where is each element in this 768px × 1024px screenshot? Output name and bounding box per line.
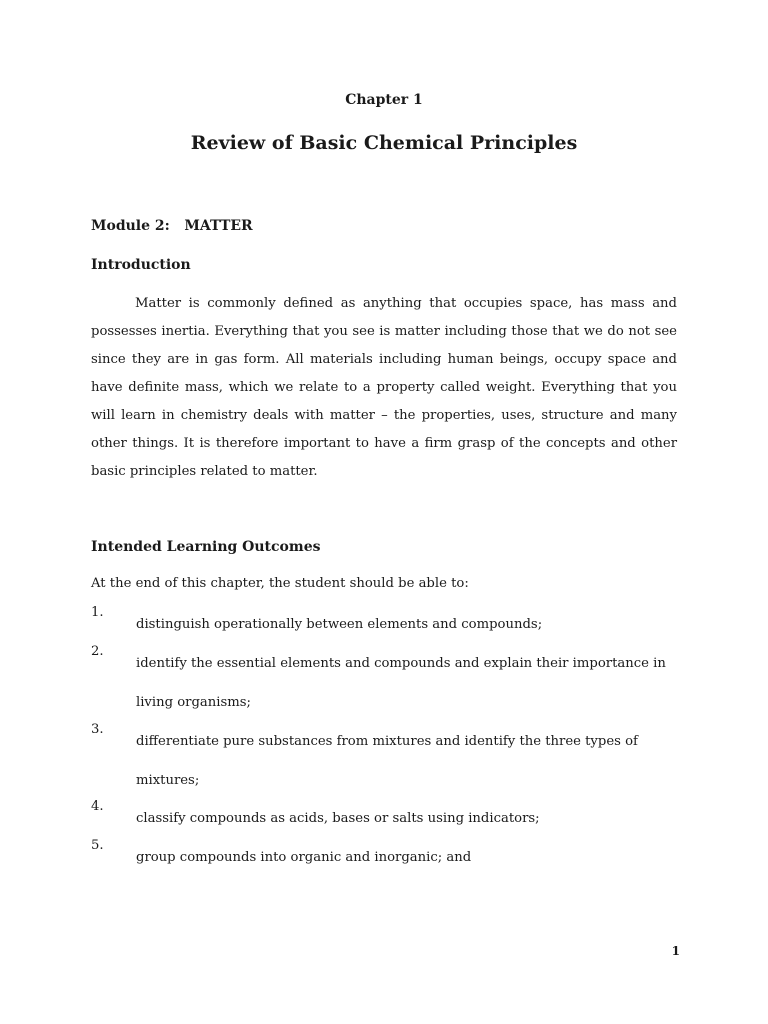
outcome-text: identify the essential elements and compounds and explain their importance in living organisms; (136, 656, 666, 710)
page-title: Review of Basic Chemical Principles (190, 132, 578, 154)
outcome-number: 1. (91, 605, 104, 620)
learning-outcomes-heading: Intended Learning Outcomes (91, 539, 321, 555)
introduction-heading: Introduction (91, 257, 191, 273)
chapter-label: Chapter 1 (345, 92, 423, 108)
introduction-paragraph: Matter is commonly defined as anything that occupies space, has mass and possesses inertia. Everything that you see is matter including those that we do not see since they are in gas form. All materials including human beings, occupy space and have definite mass, which we relate to a property called weight. Everything that you will learn in chemistry deals with matter – the properties, uses, structure and many other things. It is therefore important to have a firm grasp of the concepts and other basic principles related to matter. (91, 296, 677, 479)
outcome-number: 3. (91, 722, 104, 737)
outcome-number: 5. (91, 838, 104, 853)
outcome-text: classify compounds as acids, bases or salts using indicators; (136, 811, 540, 826)
learning-outcomes-lead: At the end of this chapter, the student should be able to: (91, 576, 469, 591)
outcome-number: 4. (91, 799, 104, 814)
module-heading: Module 2: MATTER (91, 218, 253, 234)
outcome-text: distinguish operationally between elements and compounds; (136, 617, 543, 632)
page-number: 1 (671, 944, 680, 958)
outcome-text: differentiate pure substances from mixtures and identify the three types of mixtures; (136, 734, 638, 788)
outcome-text: group compounds into organic and inorganic; and (136, 850, 472, 865)
outcome-number: 2. (91, 644, 104, 659)
